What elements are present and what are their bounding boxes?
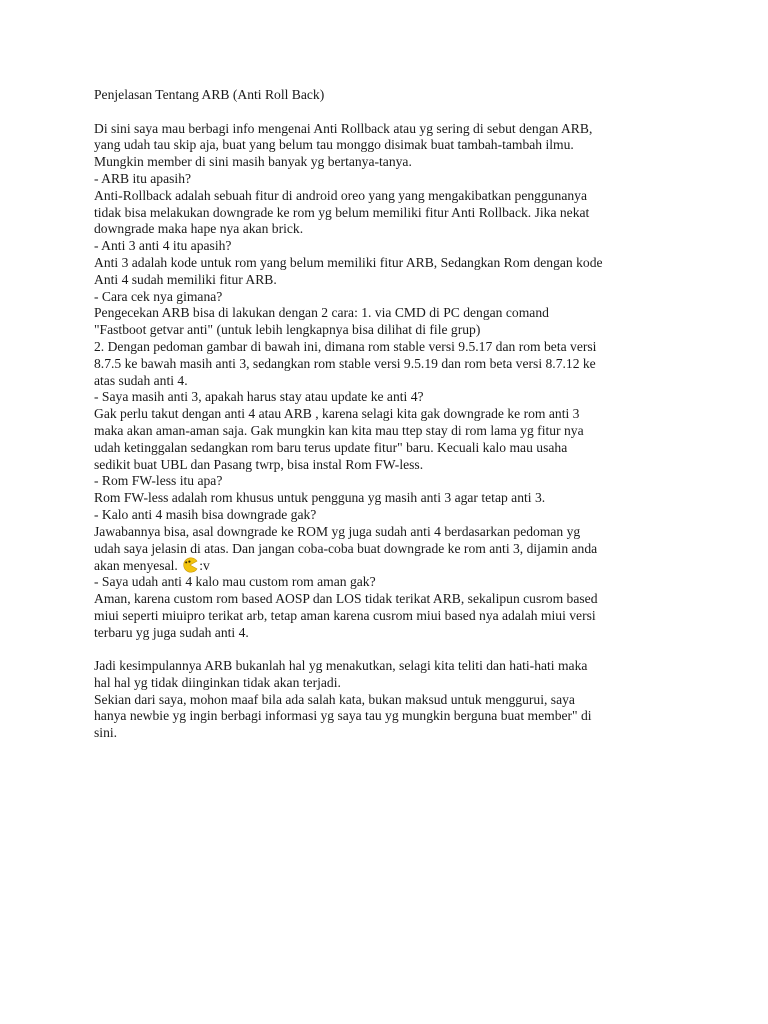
emoji-line-prefix: akan menyesal. [94, 558, 182, 574]
document-paragraph-custom-rom [94, 574, 684, 641]
text-line: 2. Dengan pedoman gambar di bawah ini, dimana rom stable versi 9.5.17 dan rom beta versi [94, 338, 597, 354]
document-title: Penjelasan Tentang ARB (Anti Roll Back) [94, 87, 325, 102]
document-body [94, 87, 684, 742]
laughing-pacman-emoji-icon [182, 557, 198, 573]
text-line: maka akan aman-aman saja. Gak mungkin kan kita mau ttep stay di rom lama yg fitur nya [94, 422, 584, 438]
text-line: - Anti 3 anti 4 itu apasih? [94, 238, 232, 254]
text-line: udah saya jelasin di atas. Dan jangan coba-coba buat downgrade ke rom anti 3, dijamin anda [94, 540, 598, 556]
text-line: Rom FW-less adalah rom khusus untuk pengguna yg masih anti 3 agar tetap anti 3. [94, 490, 546, 506]
text-line: hal hal yg tidak diinginkan tidak akan terjadi. [94, 674, 341, 690]
text-line: Gak perlu takut dengan anti 4 atau ARB , karena selagi kita gak downgrade ke rom anti 3 [94, 406, 580, 422]
text-line: Jadi kesimpulannya ARB bukanlah hal yg menakutkan, selagi kita teliti dan hati-hati maka [94, 658, 588, 674]
text-line: Anti 4 sudah memiliki fitur ARB. [94, 271, 277, 287]
text-line: terbaru yg juga sudah anti 4. [94, 624, 249, 640]
text-line: sedikit buat UBL dan Pasang twrp, bisa instal Rom FW-less. [94, 456, 424, 472]
text-line: udah ketinggalan sedangkan rom baru terus update fitur" baru. Kecuali kalo mau usaha [94, 439, 568, 455]
text-line: "Fastboot getvar anti" (untuk lebih lengkapnya bisa dilihat di file grup) [94, 322, 481, 338]
text-line: atas sudah anti 4. [94, 372, 188, 388]
text-line: Anti 3 adalah kode untuk rom yang belum memiliki fitur ARB, Sedangkan Rom dengan kode [94, 254, 603, 270]
text-line: Sekian dari saya, mohon maaf bila ada salah kata, bukan maksud untuk menggurui, saya [94, 691, 575, 707]
text-line: downgrade maka hape nya akan brick. [94, 221, 304, 237]
paragraph-gap [94, 104, 684, 121]
text-line: 8.7.5 ke bawah masih anti 3, sedangkan rom stable versi 9.5.19 dan rom beta versi 8.7.12 ke [94, 355, 596, 371]
text-line: miui seperti miuipro terikat arb, tetap aman karena cusrom miui based nya adalah miui versi [94, 607, 596, 623]
text-line: - Cara cek nya gimana? [94, 288, 223, 304]
text-line-emoji [94, 557, 684, 574]
text-line: hanya newbie yg ingin berbagi informasi yg saya tau yg mungkin berguna buat member" di [94, 708, 592, 724]
document-paragraph-main [94, 121, 684, 558]
text-line: Jawabannya bisa, asal downgrade ke ROM yg juga sudah anti 4 berdasarkan pedoman yg [94, 523, 581, 539]
text-line: - ARB itu apasih? [94, 170, 192, 186]
text-line: tidak bisa melakukan downgrade ke rom yg belum memiliki fitur Anti Rollback. Jika nekat [94, 204, 590, 220]
text-line: Mungkin member di sini masih banyak yg bertanya-tanya. [94, 154, 412, 170]
text-line: - Rom FW-less itu apa? [94, 473, 223, 489]
text-line: - Saya masih anti 3, apakah harus stay atau update ke anti 4? [94, 389, 424, 405]
text-line: Pengecekan ARB bisa di lakukan dengan 2 cara: 1. via CMD di PC dengan comand [94, 305, 549, 321]
emoji-line-suffix: :v [199, 558, 210, 574]
paragraph-gap [94, 641, 684, 658]
text-line: - Kalo anti 4 masih bisa downgrade gak? [94, 506, 317, 522]
text-line: - Saya udah anti 4 kalo mau custom rom aman gak? [94, 574, 376, 590]
text-line: Aman, karena custom rom based AOSP dan LOS tidak terikat ARB, sekalipun cusrom based [94, 590, 598, 606]
text-line: Anti-Rollback adalah sebuah fitur di android oreo yang yang mengakibatkan penggunanya [94, 187, 587, 203]
text-line: yang udah tau skip aja, buat yang belum tau monggo disimak buat tambah-tambah ilmu. [94, 137, 574, 153]
text-line: Di sini saya mau berbagi info mengenai Anti Rollback atau yg sering di sebut dengan ARB, [94, 120, 593, 136]
text-line: sini. [94, 725, 118, 741]
document-paragraph-closing [94, 658, 684, 742]
